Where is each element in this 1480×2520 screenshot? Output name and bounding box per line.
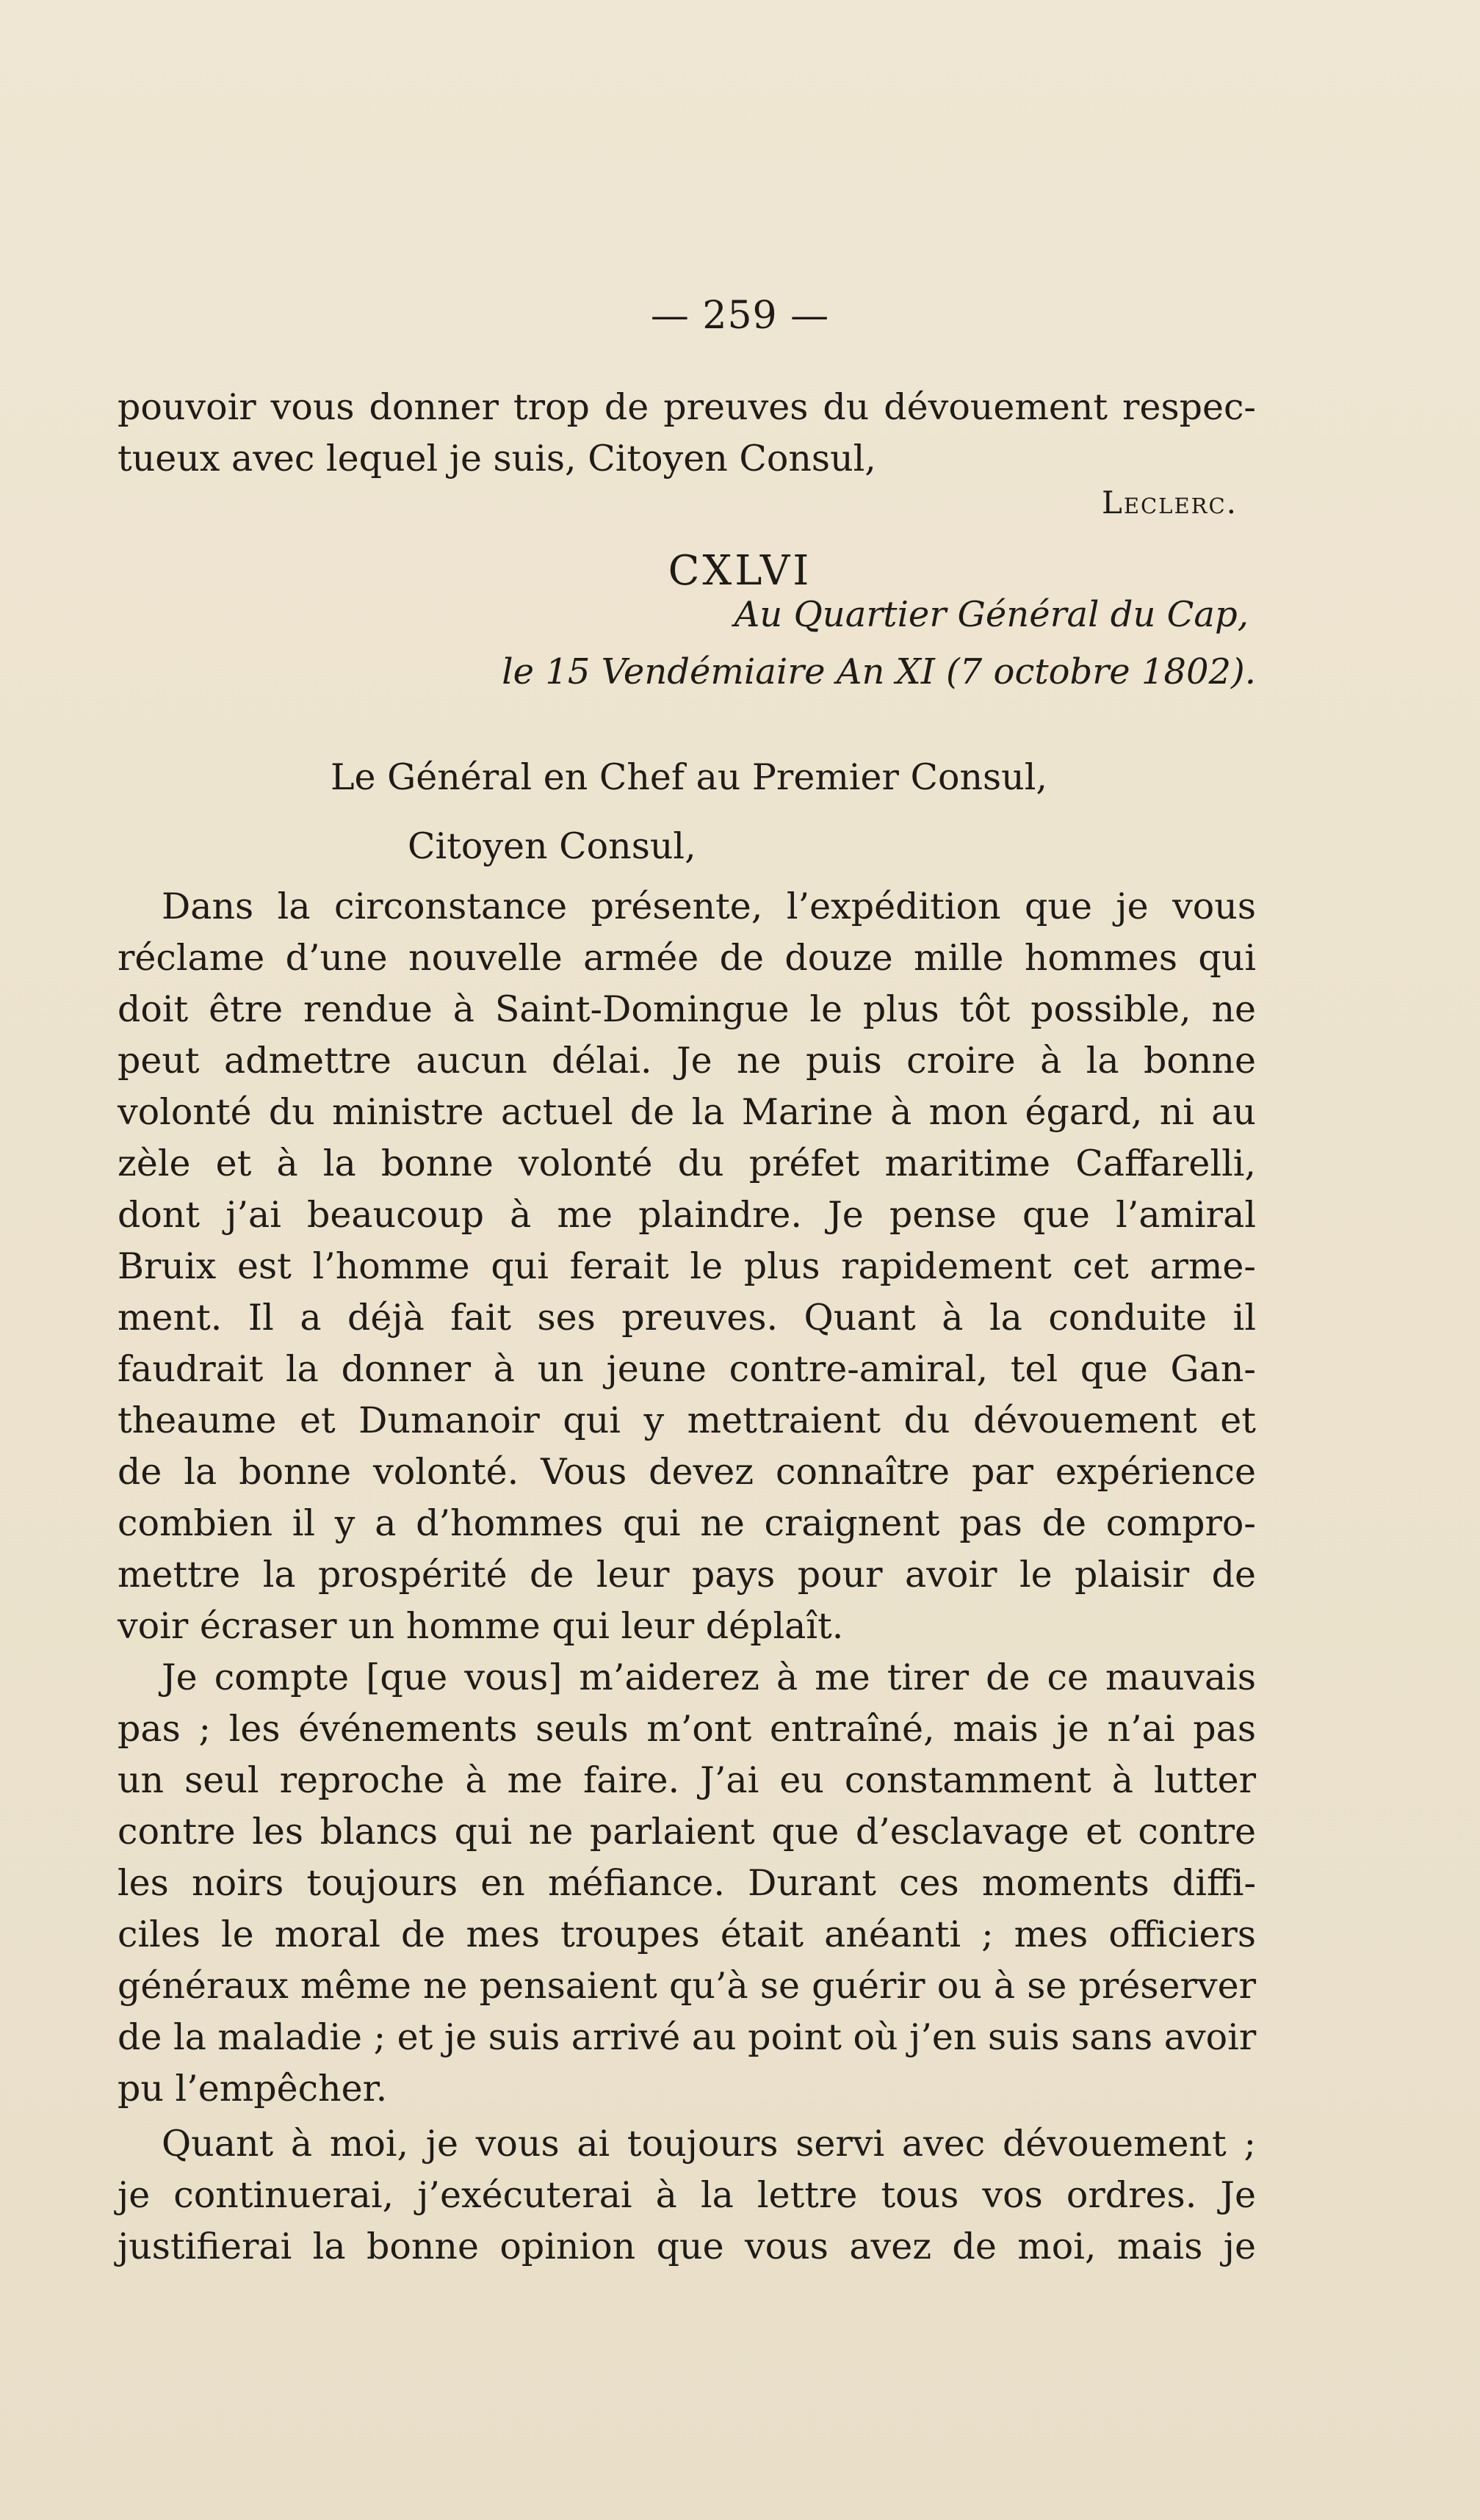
text-line: réclame d’une nouvelle armée de douze mille hommes qui bbox=[118, 937, 1256, 979]
text-line: combien il y a d’hommes qui ne craignent pas de compro- bbox=[118, 1502, 1256, 1544]
page-number: — 259 — bbox=[650, 294, 830, 338]
text-line: voir écraser un homme qui leur déplaît. bbox=[118, 1605, 844, 1647]
text-line: tueux avec lequel je suis, Citoyen Consul, bbox=[118, 438, 876, 479]
salutation-title: Le Général en Chef au Premier Consul, bbox=[331, 756, 1047, 798]
body-paragraph-1 bbox=[118, 881, 1256, 1652]
text-line: volonté du ministre actuel de la Marine à mon égard, ni au bbox=[118, 1091, 1256, 1133]
text-line: de la bonne volonté. Vous devez connaître par expérience bbox=[118, 1451, 1256, 1493]
text-line: contre les blancs qui ne parlaient que d’esclavage et contre bbox=[118, 1811, 1256, 1853]
text-line: je continuerai, j’exécuterai à la lettre tous vos ordres. Je bbox=[118, 2174, 1256, 2216]
text-line: Dans la circonstance présente, l’expédition que je vous bbox=[162, 886, 1256, 927]
text-line: pouvoir vous donner trop de preuves du dévouement respec- bbox=[118, 386, 1256, 428]
letter-number: CXLVI bbox=[668, 547, 812, 595]
text-line: theaume et Dumanoir qui y mettraient du dévouement et bbox=[118, 1400, 1256, 1441]
text-line: généraux même ne pensaient qu’à se guérir ou à se préserver bbox=[118, 1965, 1256, 2007]
text-line: un seul reproche à me faire. J’ai eu constamment à lutter bbox=[118, 1759, 1256, 1801]
salutation-address: Citoyen Consul, bbox=[408, 825, 696, 867]
text-line: Quant à moi, je vous ai toujours servi avec dévouement ; bbox=[162, 2123, 1256, 2165]
text-line: ciles le moral de mes troupes était anéanti ; mes officiers bbox=[118, 1913, 1256, 1955]
text-line: pas ; les événements seuls m’ont entraîné, mais je n’ai pas bbox=[118, 1708, 1256, 1750]
text-line: justifierai la bonne opinion que vous avez de moi, mais je bbox=[118, 2226, 1256, 2267]
signature: Leclerc. bbox=[1101, 485, 1238, 521]
text-line: faudrait la donner à un jeune contre-amiral, tel que Gan- bbox=[118, 1348, 1256, 1390]
opening-paragraph bbox=[118, 382, 1256, 485]
text-line: doit être rendue à Saint-Domingue le plus tôt possible, ne bbox=[118, 988, 1256, 1030]
text-line: peut admettre aucun délai. Je ne puis croire à la bonne bbox=[118, 1040, 1256, 1082]
date-line: le 15 Vendémiaire An XI (7 octobre 1802). bbox=[502, 651, 1256, 692]
body-paragraph-2 bbox=[118, 1652, 1256, 2115]
text-line: de la maladie ; et je suis arrivé au point où j’en suis sans avoir bbox=[118, 2016, 1257, 2058]
place-line: Au Quartier Général du Cap, bbox=[734, 594, 1249, 635]
text-line: Je compte [que vous] m’aiderez à me tirer de ce mauvais bbox=[162, 1657, 1256, 1698]
text-line: zèle et à la bonne volonté du préfet maritime Caffarelli, bbox=[118, 1143, 1256, 1184]
text-line: pu l’empêcher. bbox=[118, 2068, 388, 2110]
text-line: dont j’ai beaucoup à me plaindre. Je pense que l’amiral bbox=[118, 1194, 1256, 1236]
text-line: les noirs toujours en méfiance. Durant ces moments diffi- bbox=[118, 1862, 1256, 1904]
text-line: mettre la prospérité de leur pays pour avoir le plaisir de bbox=[118, 1554, 1256, 1596]
text-line: Bruix est l’homme qui ferait le plus rapidement cet arme- bbox=[118, 1245, 1256, 1287]
text-line: ment. Il a déjà fait ses preuves. Quant à la conduite il bbox=[118, 1297, 1256, 1339]
body-paragraph-3 bbox=[118, 2118, 1256, 2273]
